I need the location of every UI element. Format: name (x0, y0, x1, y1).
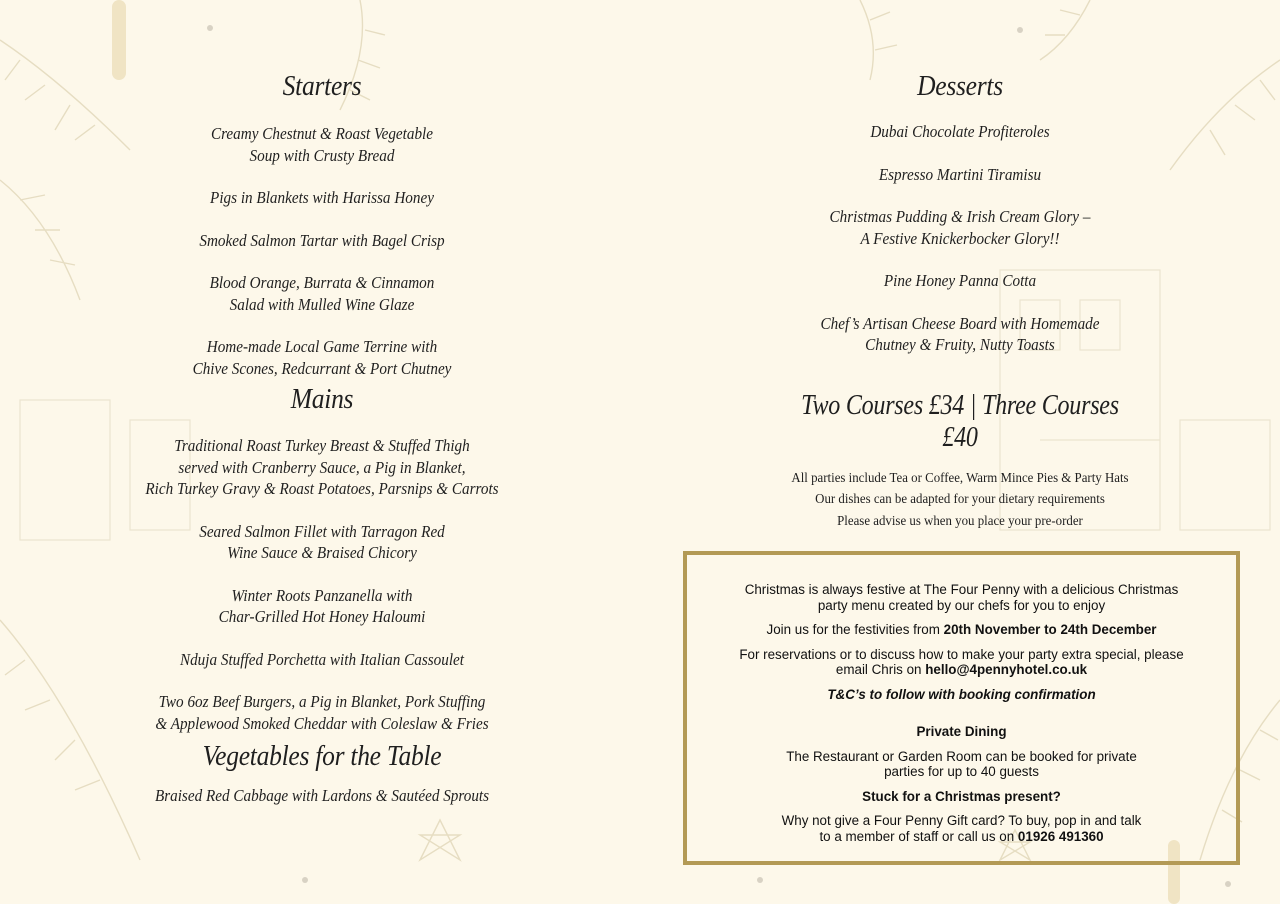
dessert-item: Pine Honey Panna Cotta (883, 271, 1037, 290)
starter-item: Creamy Chestnut & Roast Vegetable Soup with Crusty Bread (210, 124, 434, 165)
mains-heading: Mains (290, 383, 354, 415)
course-pricing: Two Courses £34 | Three Courses £40 (801, 389, 1119, 453)
private-dining-heading: Private Dining (916, 724, 1007, 739)
contact-text (687, 647, 1236, 678)
starter-item: Blood Orange, Burrata & Cinnamon Salad with Mulled Wine Glaze (209, 273, 435, 314)
contact-email[interactable]: hello@4pennyhotel.co.uk (925, 662, 1088, 677)
left-menu-column (120, 70, 524, 807)
desserts-heading: Desserts (917, 70, 1003, 102)
main-item: Traditional Roast Turkey Breast & Stuffed Thigh served with Cranberry Sauce, a Pig in Blanket, Rich Turkey Gravy & Roast Potatoes, Parsnips & Carrots (145, 436, 499, 498)
phone-number[interactable]: 01926 491360 (1017, 828, 1104, 844)
starter-item: Pigs in Blankets with Harissa Honey (210, 188, 434, 207)
party-info-box (683, 551, 1240, 865)
vegetable-item: Braised Red Cabbage with Lardons & Sautéed Sprouts (154, 786, 490, 805)
main-item: Winter Roots Panzanella with Char-Grilled Hot Honey Haloumi (218, 585, 426, 626)
main-item: Seared Salmon Fillet with Tarragon Red Wine Sauce & Braised Chicory (199, 521, 445, 562)
dessert-item: Dubai Chocolate Profiteroles (870, 122, 1050, 141)
terms-text: T&C’s to follow with booking confirmation (827, 686, 1096, 702)
dessert-item: Christmas Pudding & Irish Cream Glory – A Festive Knickerbocker Glory!! (829, 207, 1091, 248)
dates-prefix: Join us for the festivities from (766, 622, 944, 637)
intro-text: Christmas is always festive at The Four Penny with a delicious Christmas party menu created by our chefs for you to enjoy (744, 582, 1179, 613)
private-dining-text: The Restaurant or Garden Room can be booked for private parties for up to 40 guests (786, 748, 1137, 779)
dates-text (687, 622, 1236, 638)
pricing-note: All parties include Tea or Coffee, Warm Mince Pies & Party Hats (791, 470, 1129, 486)
starter-item: Smoked Salmon Tartar with Bagel Crisp (199, 230, 445, 250)
vegetables-heading: Vegetables for the Table (202, 740, 442, 772)
dessert-item: Chef’s Artisan Cheese Board with Homemade Chutney & Fruity, Nutty Toasts (820, 313, 1100, 354)
main-item: Nduja Stuffed Porchetta with Italian Cassoulet (179, 649, 465, 669)
gift-heading: Stuck for a Christmas present? (862, 788, 1061, 804)
right-menu-column (758, 70, 1162, 532)
starters-heading: Starters (282, 70, 362, 102)
contact-prefix: For reservations or to discuss how to make your party extra special, please email Chris on (739, 646, 1184, 677)
gift-prefix: Why not give a Four Penny Gift card? To buy, pop in and talk to a member of staff or call us on (781, 813, 1142, 844)
pricing-note: Please advise us when you place your pre-order (837, 513, 1083, 529)
dessert-item: Espresso Martini Tiramisu (878, 164, 1042, 184)
starter-item: Home-made Local Game Terrine with Chive Scones, Redcurrant & Port Chutney (192, 337, 452, 378)
pricing-note: Our dishes can be adapted for your dietary requirements (815, 492, 1105, 507)
dates-range: 20th November to 24th December (943, 622, 1157, 637)
gift-text (687, 813, 1236, 844)
main-item: Two 6oz Beef Burgers, a Pig in Blanket, Pork Stuffing & Applewood Smoked Cheddar with Coleslaw & Fries (155, 692, 489, 733)
